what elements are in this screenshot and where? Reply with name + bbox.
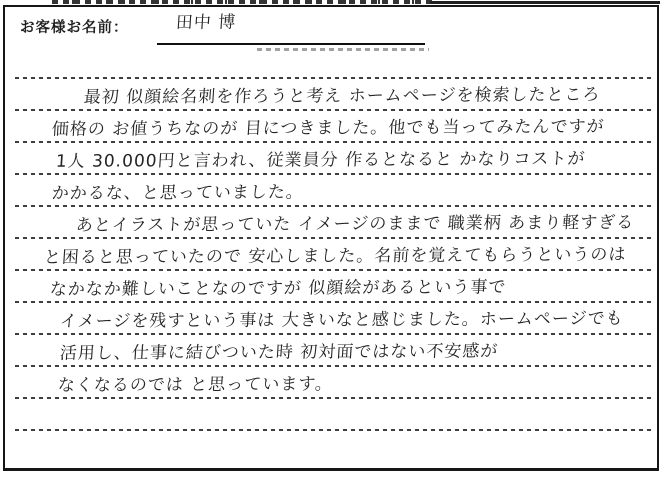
testimonial-line: なかなか難しいことなのですが 似顔絵があるという事で [49,277,508,300]
ruled-line [15,367,652,399]
testimonial-line: 1人 30.000円と言われ、従業員分 作るとなると かなりコストが [55,149,587,172]
testimonial-line: あとイラストが思っていた イメージのままで 職業柄 あまり軽すぎる [75,212,635,236]
ruled-line [15,303,652,335]
testimonial-line: と困ると思っていたので 安心しました。名前を覚えてもらうというのは [43,244,628,268]
ruled-line [15,207,652,239]
customer-name-value: 田中 博 [175,12,237,34]
ruled-line [15,239,652,271]
testimonial-line: 活用し、仕事に結びついた時 初対面ではない不安感が [59,341,499,364]
testimonial-line: かかるな、と思っていました。 [51,182,305,204]
cropped-text-marks [52,0,434,4]
ruled-line [15,175,652,207]
ruled-line [15,335,652,367]
cropped-underline [430,1,660,4]
ruled-line-empty-top [15,47,652,79]
customer-name-label: お客様お名前： [20,20,129,36]
ruled-line-empty-bottom [15,399,652,431]
customer-name-row [5,7,657,51]
testimonial-ruled-area [15,47,652,431]
name-underline [157,43,425,45]
feedback-form-box [3,5,659,471]
testimonial-line: イメージを残すという事は 大きいなと感じました。ホームページでも [59,308,625,332]
testimonial-line: 価格の お値うちなのが 目につきました。他でも当ってみたんですが [51,116,606,140]
testimonial-line: 最初 似顔絵名刺を作ろうと考え ホームページを検索したところ [83,84,602,108]
ruled-line [15,143,652,175]
ruled-line [15,271,652,303]
ruled-line [15,111,652,143]
testimonial-line: なくなるのでは と思っています。 [57,374,334,396]
ruled-line [15,79,652,111]
